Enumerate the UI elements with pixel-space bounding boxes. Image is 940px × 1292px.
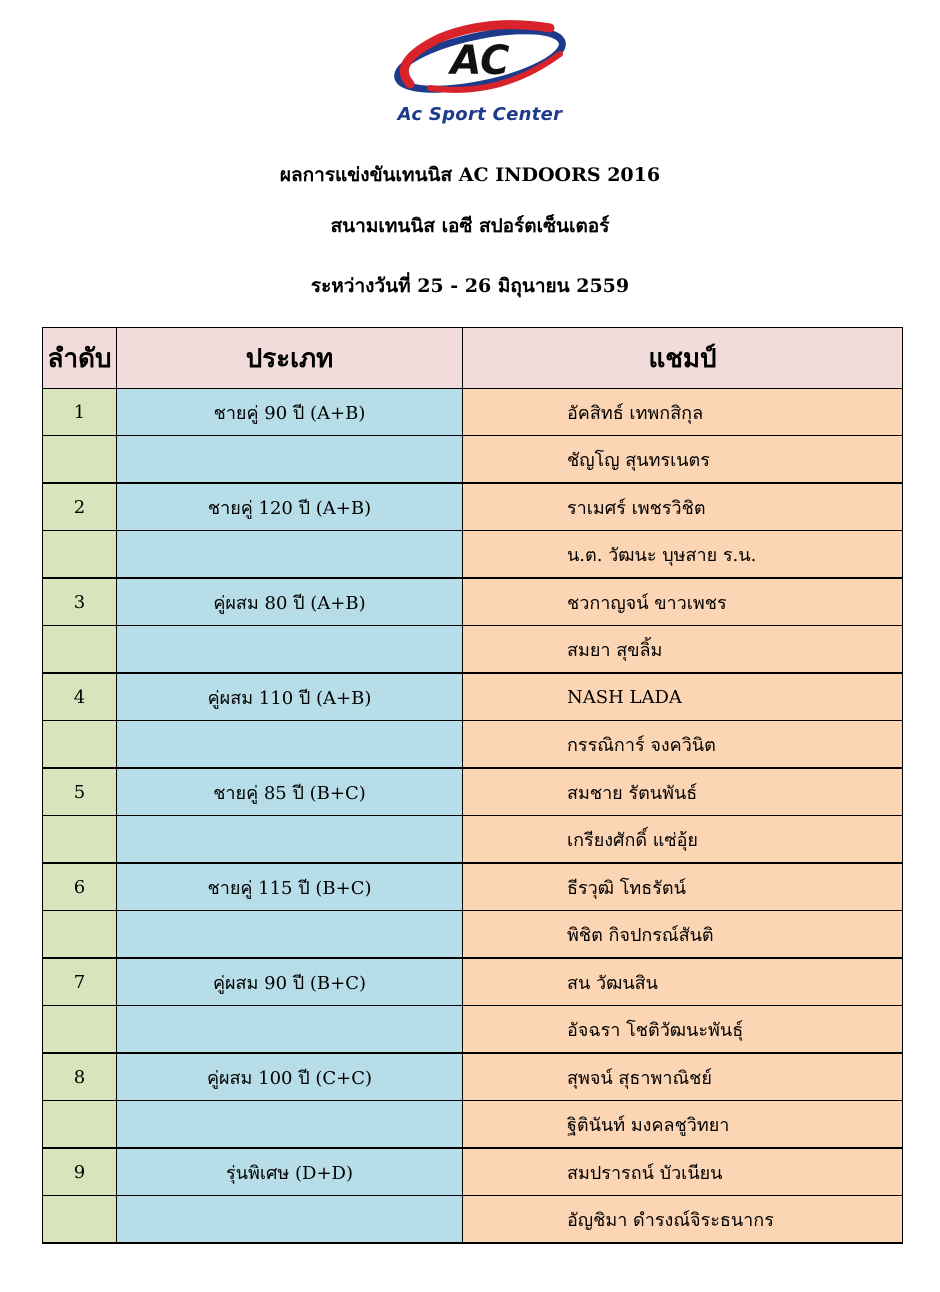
row-number: 6 bbox=[43, 863, 117, 911]
svg-text:AC: AC bbox=[450, 38, 510, 84]
header-champion: แชมป์ bbox=[463, 328, 903, 389]
row-category: คู่ผสม 90 ปี (B+C) bbox=[117, 958, 463, 1006]
results-table-header bbox=[43, 328, 903, 389]
row-champion: อัจฉรา โชติวัฒนะพันธุ์ bbox=[463, 1006, 903, 1054]
header-row bbox=[43, 328, 903, 389]
header-category: ประเภท bbox=[117, 328, 463, 389]
header-no: ลำดับ bbox=[43, 328, 117, 389]
row-number: 3 bbox=[43, 578, 117, 626]
date-range: ระหว่างวันที่ 25 - 26 มิถุนายน 2559 bbox=[310, 275, 630, 297]
table-row bbox=[43, 483, 903, 531]
row-champion: สมยา สุขลิ้ม bbox=[463, 626, 903, 674]
row-champion: ฐิตินันท์ มงคลชูวิทยา bbox=[463, 1101, 903, 1149]
venue-title: สนามเทนนิส เอซี สปอร์ตเซ็นเตอร์ bbox=[330, 215, 610, 237]
table-row bbox=[43, 863, 903, 911]
row-champion: สมชาย รัตนพันธ์ bbox=[463, 768, 903, 816]
row-number: 4 bbox=[43, 673, 117, 721]
row-number bbox=[43, 1101, 117, 1149]
row-category: ชายคู่ 90 ปี (A+B) bbox=[117, 389, 463, 436]
row-champion: อัญชิมา ดำรงณ์จิระธนากร bbox=[463, 1196, 903, 1244]
row-champion: กรรณิการ์ จงควินิต bbox=[463, 721, 903, 769]
table-row bbox=[43, 578, 903, 626]
row-category bbox=[117, 721, 463, 769]
row-number: 8 bbox=[43, 1053, 117, 1101]
results-table bbox=[42, 327, 903, 1244]
row-champion: สุพจน์ สุธาพาณิชย์ bbox=[463, 1053, 903, 1101]
ac-logo-icon bbox=[370, 14, 590, 114]
row-category bbox=[117, 911, 463, 959]
row-champion: สน วัฒนสิน bbox=[463, 958, 903, 1006]
row-category bbox=[117, 531, 463, 579]
table-row bbox=[43, 1006, 903, 1054]
row-number bbox=[43, 1196, 117, 1244]
row-number bbox=[43, 816, 117, 864]
table-row bbox=[43, 1196, 903, 1244]
row-category bbox=[117, 1101, 463, 1149]
table-row bbox=[43, 1101, 903, 1149]
row-champion: น.ต. วัฒนะ บุษสาย ร.น. bbox=[463, 531, 903, 579]
row-category bbox=[117, 436, 463, 484]
row-category bbox=[117, 1196, 463, 1244]
row-number bbox=[43, 911, 117, 959]
row-category: ชายคู่ 85 ปี (B+C) bbox=[117, 768, 463, 816]
row-number bbox=[43, 531, 117, 579]
row-category: คู่ผสม 100 ปี (C+C) bbox=[117, 1053, 463, 1101]
row-category bbox=[117, 1006, 463, 1054]
table-row bbox=[43, 721, 903, 769]
results-table-body bbox=[43, 389, 903, 1244]
row-champion: ราเมศร์ เพชรวิชิต bbox=[463, 483, 903, 531]
table-row bbox=[43, 626, 903, 674]
row-champion: ธีรวุฒิ โทธรัตน์ bbox=[463, 863, 903, 911]
table-row bbox=[43, 673, 903, 721]
row-number bbox=[43, 626, 117, 674]
table-row bbox=[43, 768, 903, 816]
row-category: คู่ผสม 80 ปี (A+B) bbox=[117, 578, 463, 626]
row-category: ชายคู่ 115 ปี (B+C) bbox=[117, 863, 463, 911]
table-row bbox=[43, 531, 903, 579]
row-champion: NASH LADA bbox=[463, 673, 903, 721]
table-row bbox=[43, 816, 903, 864]
row-number bbox=[43, 1006, 117, 1054]
row-number: 5 bbox=[43, 768, 117, 816]
row-category bbox=[117, 626, 463, 674]
row-category: คู่ผสม 110 ปี (A+B) bbox=[117, 673, 463, 721]
row-champion: ชวกาญจน์ ขาวเพชร bbox=[463, 578, 903, 626]
row-number: 2 bbox=[43, 483, 117, 531]
table-row bbox=[43, 958, 903, 1006]
table-row bbox=[43, 1053, 903, 1101]
table-row bbox=[43, 1148, 903, 1196]
row-number bbox=[43, 721, 117, 769]
row-number: 7 bbox=[43, 958, 117, 1006]
row-champion: ชัญโญ สุนทรเนตร bbox=[463, 436, 903, 484]
page-title: ผลการแข่งขันเทนนิส AC INDOORS 2016 bbox=[279, 164, 661, 186]
row-category: ชายคู่ 120 ปี (A+B) bbox=[117, 483, 463, 531]
table-row bbox=[43, 911, 903, 959]
row-champion: พิชิต กิจปกรณ์สันติ bbox=[463, 911, 903, 959]
row-champion: สมปรารถน์ บัวเนียน bbox=[463, 1148, 903, 1196]
logo-text: Ac Sport Center bbox=[397, 104, 563, 125]
ac-sport-center-logo bbox=[370, 14, 590, 126]
row-number: 1 bbox=[43, 389, 117, 436]
row-champion: อัคสิทธ์ เทพกสิกุล bbox=[463, 389, 903, 436]
row-number bbox=[43, 436, 117, 484]
row-category bbox=[117, 816, 463, 864]
table-row bbox=[43, 436, 903, 484]
row-champion: เกรียงศักดิ์ แซ่อุ้ย bbox=[463, 816, 903, 864]
table-row bbox=[43, 389, 903, 436]
row-category: รุ่นพิเศษ (D+D) bbox=[117, 1148, 463, 1196]
row-number: 9 bbox=[43, 1148, 117, 1196]
